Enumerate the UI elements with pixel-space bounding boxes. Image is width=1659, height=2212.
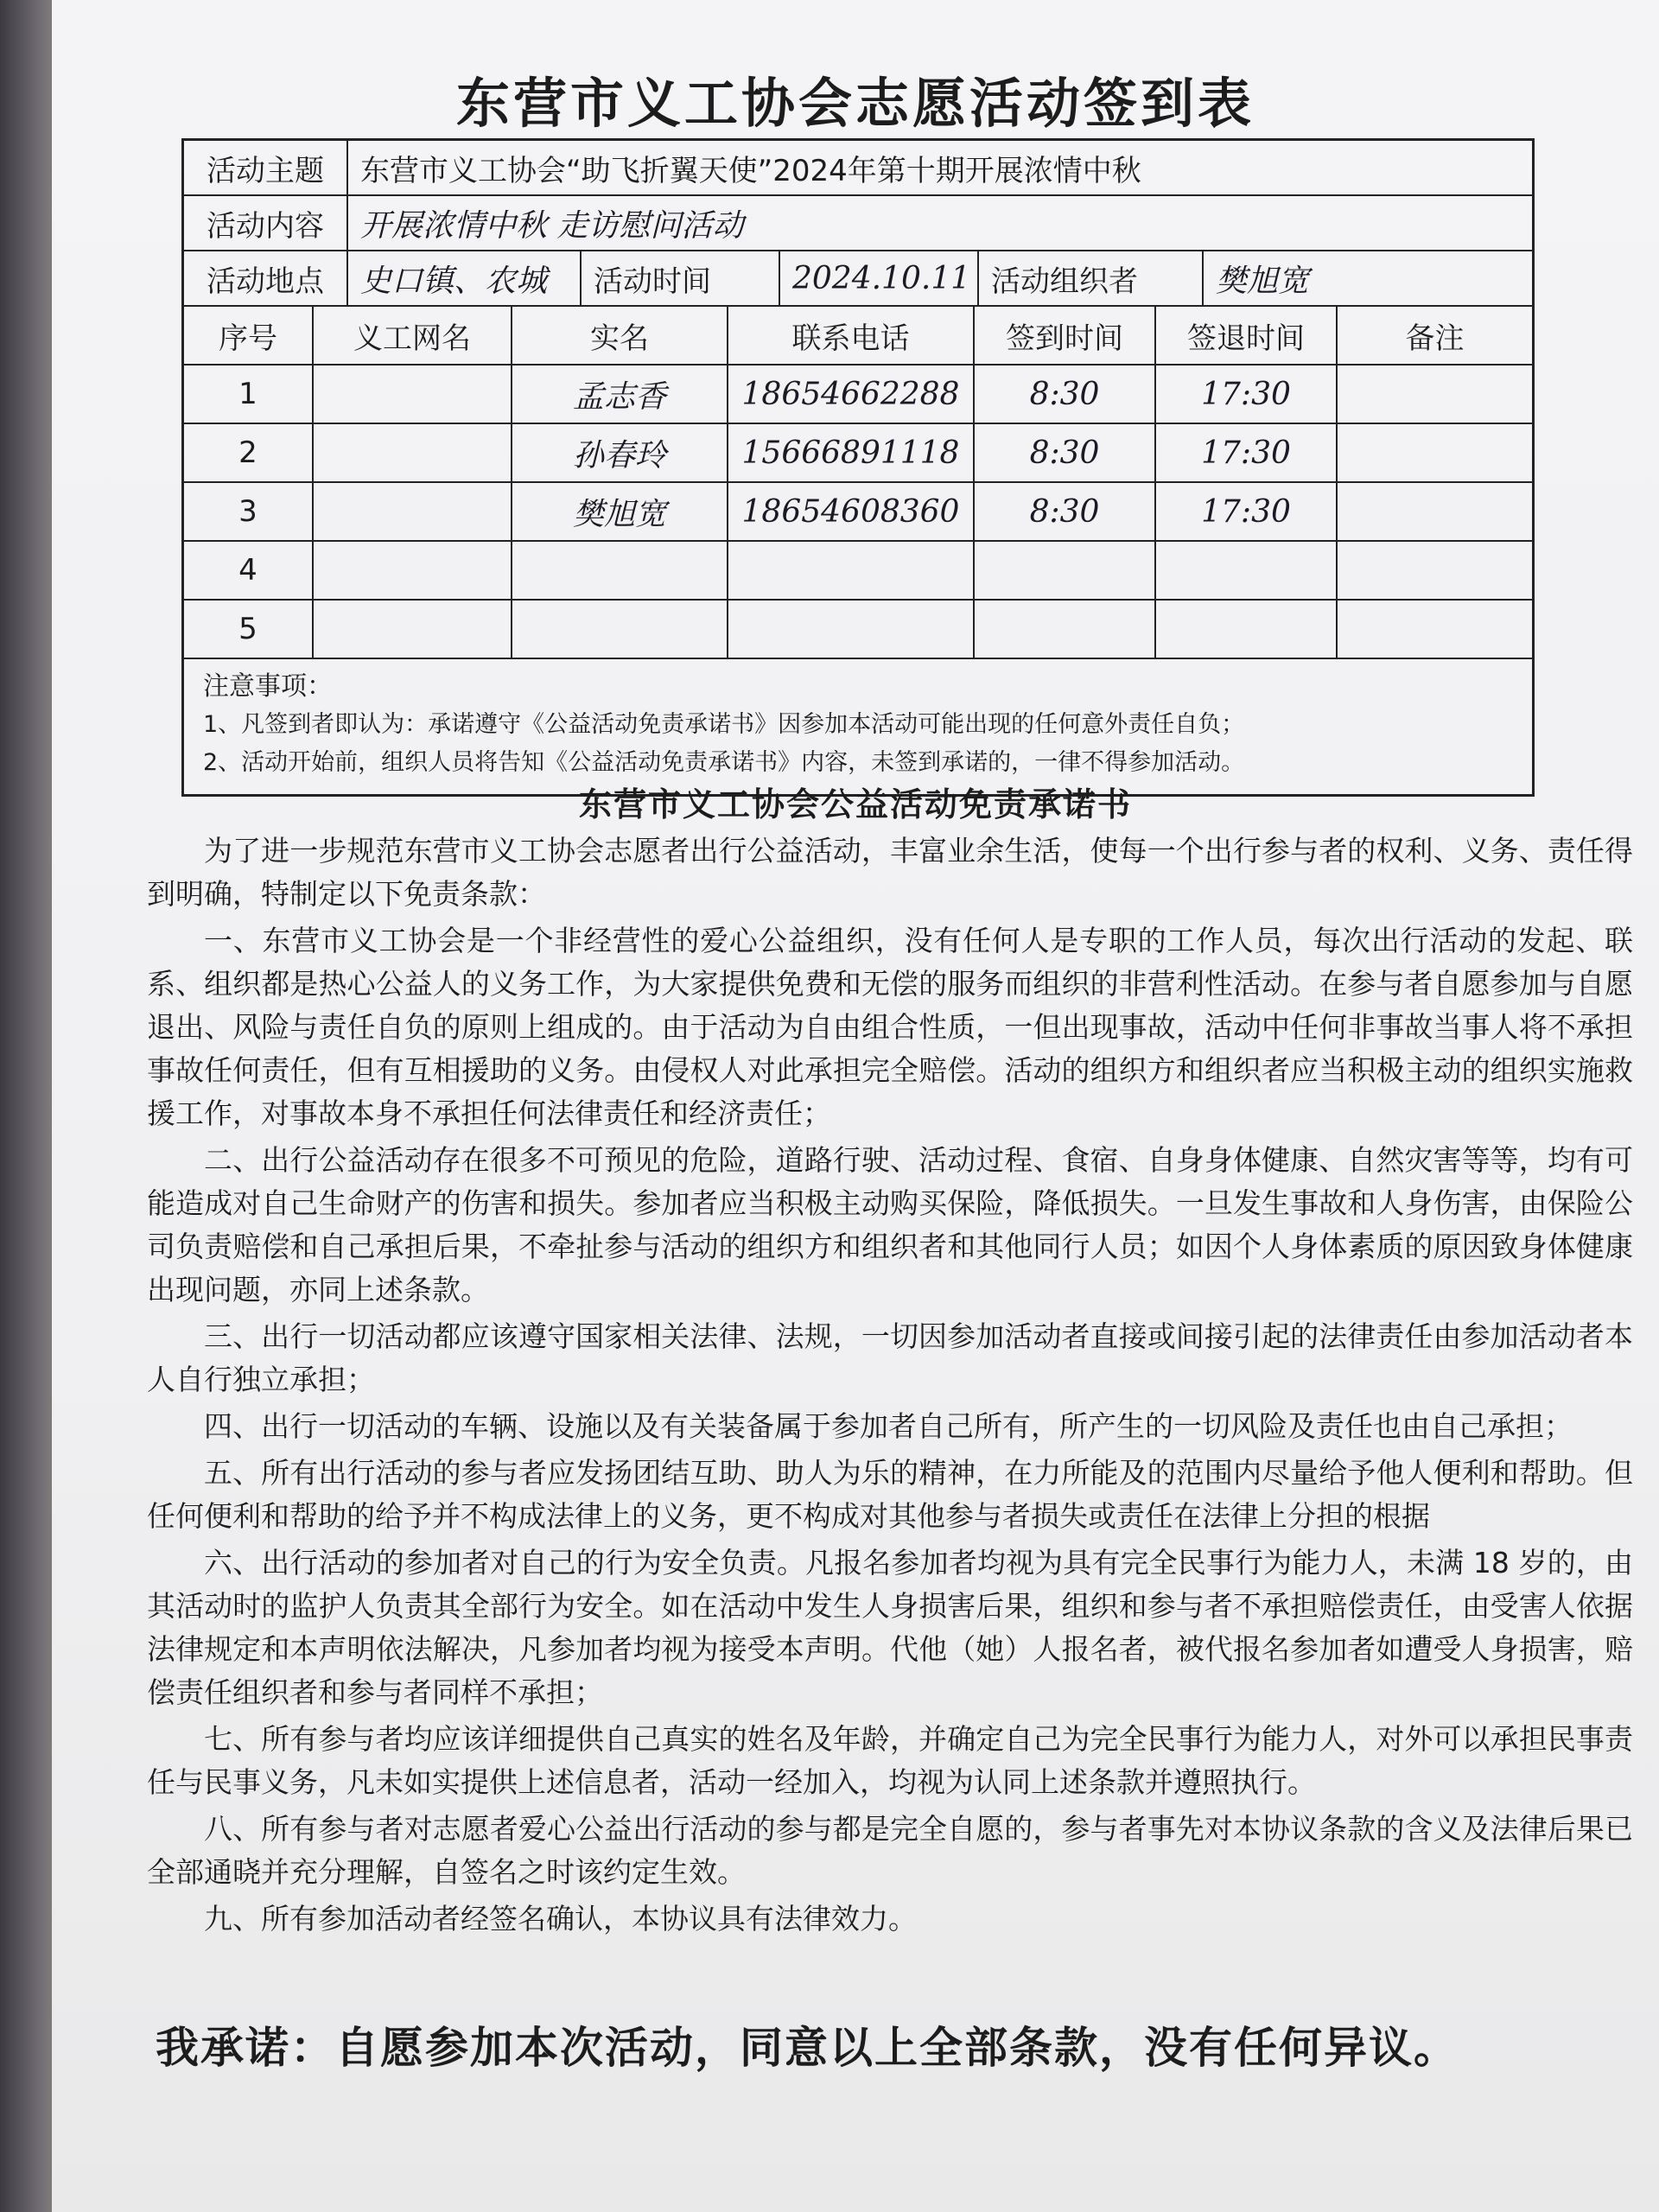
table-header: [184, 307, 1532, 365]
row-checkout: 17:30: [1156, 483, 1338, 540]
row-checkout: [1156, 542, 1338, 599]
row-checkout: 17:30: [1156, 365, 1338, 423]
waiver-paragraph: 五、所有出行活动的参与者应发扬团结互助、助人为乐的精神，在力所能及的范围内尽量给予他人便利和帮助。但任何便利和帮助的给予并不构成法律上的义务，更不构成对其他参与者损失或责任在法律上分担的根据: [147, 1456, 1633, 1533]
row-remark: [1338, 365, 1532, 423]
waiver-paragraph: 八、所有参与者对志愿者爱心公益出行活动的参与都是完全自愿的，参与者事先对本协议条款的含义及法律后果已全部通晓并充分理解，自签名之时该约定生效。: [147, 1812, 1633, 1889]
row-name: [512, 542, 728, 599]
waiver-paragraph: 为了进一步规范东营市义工协会志愿者出行公益活动，丰富业余生活，使每一个出行参与者的权利、义务、责任得到明确，特制定以下免责条款：: [147, 834, 1633, 911]
time-value: 2024.10.11: [780, 251, 979, 305]
organizer-label: 活动组织者: [979, 251, 1204, 305]
note-item: 1、凡签到者即认为：承诺遵守《公益活动免责承诺书》因参加本活动可能出现的任何意外责任自负；: [203, 711, 1245, 738]
header-phone: 联系电话: [728, 307, 975, 364]
content-value: 开展浓情中秋 走访慰问活动: [360, 207, 744, 244]
document-title: 东营市义工协会志愿活动签到表: [455, 72, 1255, 135]
waiver-paragraph: 二、出行公益活动存在很多不可预见的危险，道路行驶、活动过程、食宿、自身身体健康、自然灾害等等，均有可能造成对自己生命财产的伤害和损失。参加者应当积极主动购买保险，降低损失。一旦发生事故和人身伤害，由保险公司负责赔偿和自己承担后果，不牵扯参与活动的组织方和组织者和其他同行人员；如因个人身体素质的原因致身体健康出现问题，亦同上述条款。: [147, 1143, 1633, 1306]
row-phone: 15666891118: [728, 424, 975, 481]
row-nickname: [314, 542, 512, 599]
content-row: [184, 196, 1532, 251]
theme-value: 东营市义工协会“助飞折翼天使”2024年第十期开展浓情中秋: [360, 153, 1141, 188]
organizer-value: 樊旭宽: [1216, 263, 1310, 299]
row-checkout: 17:30: [1156, 424, 1338, 481]
row-nickname: [314, 601, 512, 658]
row-remark: [1338, 542, 1532, 599]
row-checkin: 8:30: [975, 424, 1156, 481]
notes-title: 注意事项：: [203, 671, 333, 702]
row-checkin: [975, 542, 1156, 599]
waiver-paragraph: 六、出行活动的参加者对自己的行为安全负责。凡报名参加者均视为具有完全民事行为能力人，未满 18 岁的，由其活动时的监护人负责其全部行为安全。如在活动中发生人身损害后果，组织和参与者不承担赔偿责任，由受害人依据法律规定和本声明依法解决，凡参加者均视为接受本声明。代他（她）人报名者，被代报名参加者如遭受人身损害，赔偿责任组织者和参与者同样不承担；: [147, 1546, 1633, 1709]
waiver-paragraph: 四、出行一切活动的车辆、设施以及有关装备属于参加者自己所有，所产生的一切风险及责任也由自己承担；: [204, 1409, 1573, 1443]
table-row: [184, 542, 1532, 601]
table-row: [184, 365, 1532, 424]
row-checkin: [975, 601, 1156, 658]
row-checkin: 8:30: [975, 483, 1156, 540]
table-row: [184, 483, 1532, 542]
row-name: [512, 601, 728, 658]
table-row: [184, 601, 1532, 659]
row-name: 孙春玲: [512, 424, 728, 481]
note-item: 2、活动开始前，组织人员将告知《公益活动免责承诺书》内容，未签到承诺的，一律不得参加活动。: [203, 749, 1245, 776]
row-remark: [1338, 483, 1532, 540]
waiver-paragraph: 七、所有参与者均应该详细提供自己真实的姓名及年龄，并确定自己为完全民事行为能力人，对外可以承担民事责任与民事义务，凡未如实提供上述信息者，活动一经加入，均视为认同上述条款并遵照执行。: [147, 1722, 1633, 1799]
waiver-paragraph: 三、出行一切活动都应该遵守国家相关法律、法规，一切因参加活动者直接或间接引起的法律责任由参加活动者本人自行独立承担；: [147, 1319, 1633, 1396]
row-nickname: [314, 483, 512, 540]
row-no: 3: [184, 483, 314, 540]
header-remark: 备注: [1405, 321, 1465, 356]
location-value: 史口镇、农城: [348, 251, 582, 305]
row-name: 孟志香: [512, 365, 728, 423]
pledge-statement: 我承诺：自愿参加本次活动，同意以上全部条款，没有任何异议。: [156, 2023, 1459, 2073]
table-row: [184, 424, 1532, 483]
row-phone: [728, 601, 975, 658]
row-no: 4: [184, 542, 314, 599]
row-remark: [1338, 601, 1532, 658]
row-nickname: [314, 365, 512, 423]
time-label: 活动时间: [582, 251, 780, 305]
location-label: 活动地点: [184, 251, 348, 305]
waiver-paragraph: 九、所有参加活动者经签名确认，本协议具有法律效力。: [204, 1902, 917, 1936]
row-phone: [728, 542, 975, 599]
row-phone: 18654662288: [728, 365, 975, 423]
row-name: 樊旭宽: [512, 483, 728, 540]
row-no: 5: [184, 601, 314, 658]
header-checkout: 签退时间: [1156, 307, 1338, 364]
row-no: 2: [184, 424, 314, 481]
waiver-clauses: [147, 830, 1633, 1944]
row-checkin: 8:30: [975, 365, 1156, 423]
waiver-paragraph: 一、东营市义工协会是一个非经营性的爱心公益组织，没有任何人是专职的工作人员，每次出行活动的发起、联系、组织都是热心公益人的义务工作，为大家提供免费和无偿的服务而组织的非营利性活动。在参与者自愿参加与自愿退出、风险与责任自负的原则上组成的。由于活动为自由组合性质，一但出现事故，活动中任何非事故当事人将不承担事故任何责任，但有互相援助的义务。由侵权人对此承担完全赔偿。活动的组织方和组织者应当积极主动的组织实施救援工作，对事故本身不承担任何法律责任和经济责任；: [147, 924, 1633, 1130]
row-checkout: [1156, 601, 1338, 658]
row-phone: 18654608360: [728, 483, 975, 540]
paper-sheet: [52, 0, 1659, 2212]
content-label: 活动内容: [184, 196, 348, 250]
location-row: [184, 251, 1532, 307]
signin-form: [181, 138, 1535, 797]
row-remark: [1338, 424, 1532, 481]
row-nickname: [314, 424, 512, 481]
header-no: 序号: [184, 307, 314, 364]
theme-row: [184, 141, 1532, 196]
header-nickname: 义工网名: [314, 307, 512, 364]
notes-section: [184, 659, 1532, 794]
header-name: 实名: [512, 307, 728, 364]
header-checkin: 签到时间: [975, 307, 1156, 364]
theme-label: 活动主题: [184, 141, 348, 194]
waiver-title: 东营市义工协会公益活动免责承诺书: [578, 785, 1132, 823]
row-no: 1: [184, 365, 314, 423]
